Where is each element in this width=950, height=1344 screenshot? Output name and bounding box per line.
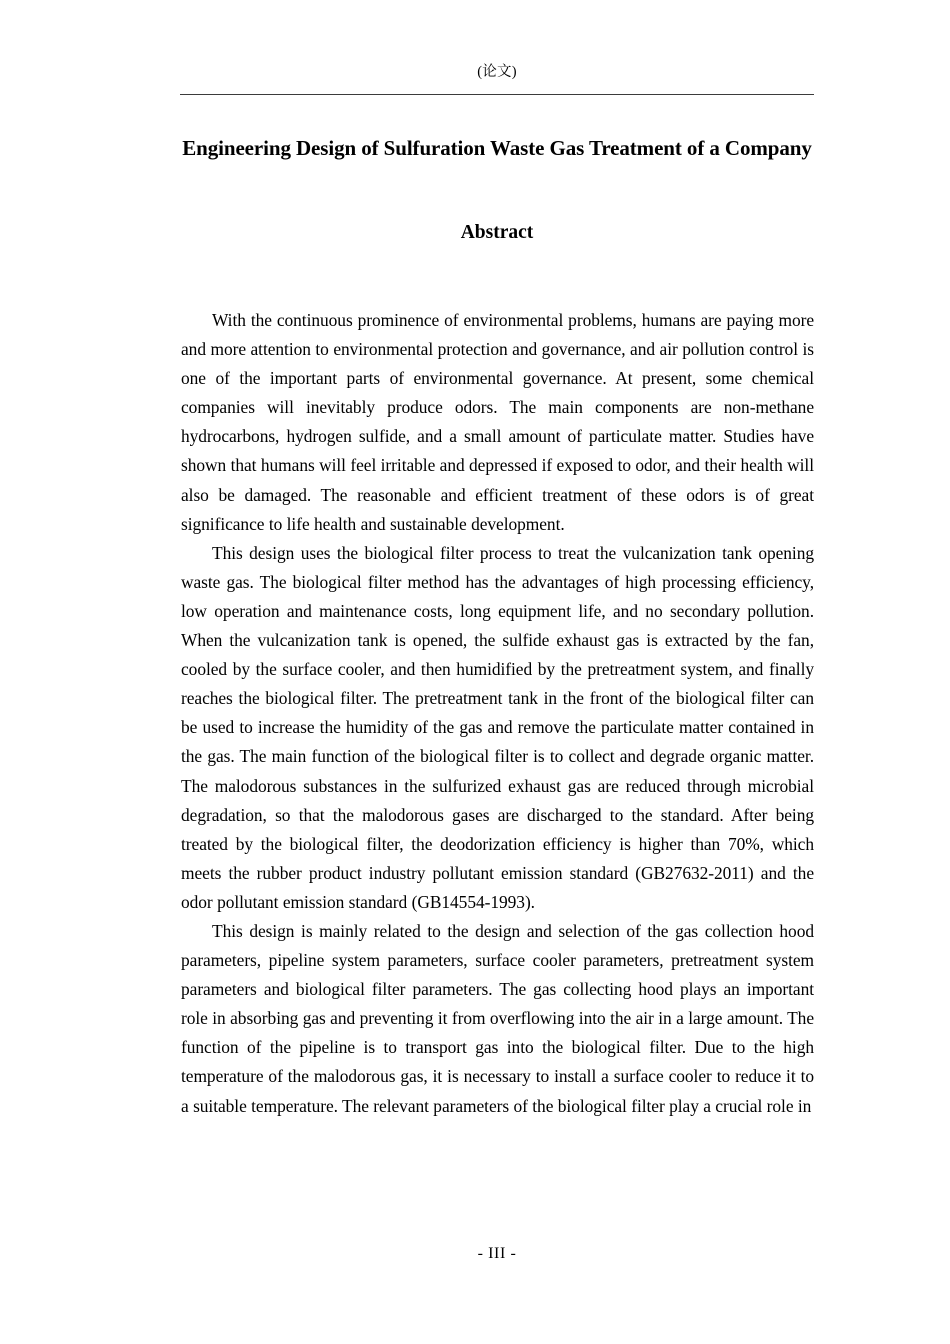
body-paragraph: This design uses the biological filter process to treat the vulcanization tank opening waste gas. The biological filter method has the advantages of high processing efficiency, low operation and maintenance costs, long equipment life, and no secondary pollution. When the vulcanization tank is opened, the sulfide exhaust gas is extracted by the fan, cooled by the surface cooler, and then humidified by the pretreatment system, and finally reaches the biological filter. The pretreatment tank in the front of the biological filter can be used to increase the humidity of the gas and remove the particulate matter contained in the gas. The main function of the biological filter is to collect and degrade organic matter. The malodorous substances in the sulfurized exhaust gas are reduced through microbial degradation, so that the malodorous gases are discharged to the standard. After being treated by the biological filter, the deodorization efficiency is higher than 70%, which meets the rubber product industry pollutant emission standard (GB27632-2011) and the odor pollutant emission standard (GB14554-1993). bbox=[181, 542, 814, 912]
running-header bbox=[180, 62, 814, 82]
abstract-body bbox=[181, 306, 814, 1121]
page-footer bbox=[180, 1243, 814, 1265]
page-number: - III - bbox=[477, 1245, 517, 1262]
abstract-heading: Abstract bbox=[460, 222, 534, 243]
page-title: Engineering Design of Sulfuration Waste Gas Treatment of a Company bbox=[182, 136, 812, 160]
header-divider-rule bbox=[180, 94, 814, 95]
running-header-text: (论文) bbox=[477, 64, 517, 80]
body-paragraph: With the continuous prominence of environmental problems, humans are paying more and more attention to environmental protection and governance, and air pollution control is one of the important parts of environmental governance. At present, some chemical companies will inevitably produce odors. The main components are non-methane hydrocarbons, hydrogen sulfide, and a small amount of particulate matter. Studies have shown that humans will feel irritable and depressed if exposed to odor, and their health will also be damaged. The reasonable and efficient treatment of these odors is of great significance to life health and sustainable development. bbox=[181, 310, 814, 534]
body-paragraph: This design is mainly related to the design and selection of the gas collection hood parameters, pipeline system parameters, surface cooler parameters, pretreatment system parameters and biological filter parameters. The gas collecting hood plays an important role in absorbing gas and preventing it from overflowing into the air in a large amount. The function of the pipeline is to transport gas into the biological filter. Due to the high temperature of the malodorous gas, it is necessary to install a surface cooler to reduce it to a suitable temperature. The relevant parameters of the biological filter play a crucial role in bbox=[181, 920, 814, 1116]
